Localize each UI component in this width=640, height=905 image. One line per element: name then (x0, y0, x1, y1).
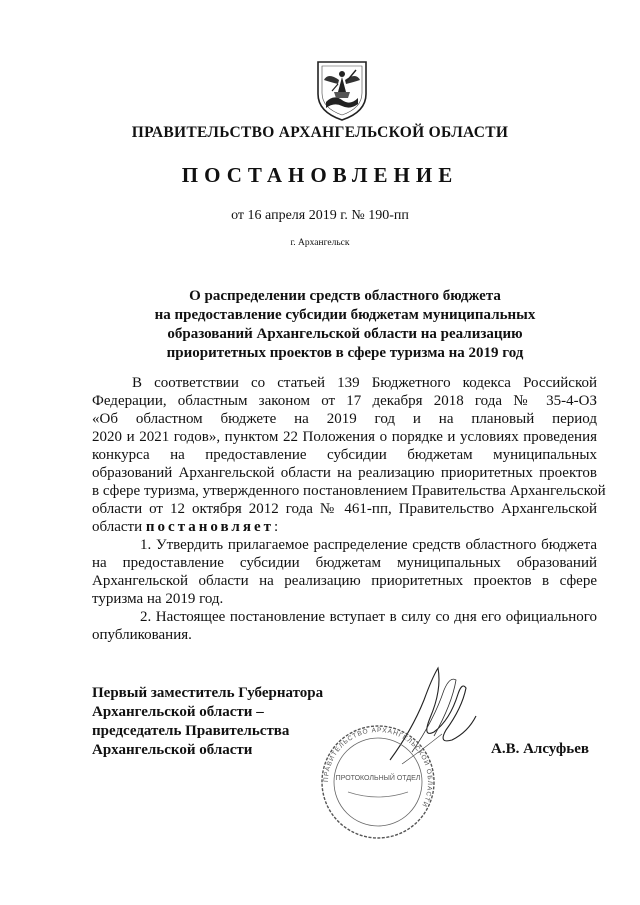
decree-colon: : (274, 519, 279, 535)
position-line: Архангельской области – (92, 704, 264, 720)
preamble-final-line (92, 518, 597, 536)
item-2-line: 2. Настоящее постановление вступает в силу со дня его официального (140, 609, 597, 625)
document-city: г. Архангельск (290, 238, 350, 248)
preamble-last-prefix: области (92, 519, 146, 535)
preamble-line: в сфере туризма, утвержденного постановлением Правительства Архангельской (92, 483, 606, 499)
position-line: Первый заместитель Губернатора (92, 685, 324, 701)
preamble-line: «Об областном бюджете на 2019 год и на плановый период (92, 411, 597, 427)
document-body (92, 374, 606, 644)
stamp-center-text: ПРОТОКОЛЬНЫЙ ОТДЕЛ (335, 775, 421, 782)
item-2-line: опубликования. (92, 627, 192, 643)
signatory-name: А.В. Алсуфьев (491, 741, 589, 757)
signatory-position (92, 684, 323, 760)
subject-line: О распределении средств областного бюджета (189, 288, 501, 304)
document-type-heading: ПОСТАНОВЛЕНИЕ (181, 163, 459, 187)
document-subject (60, 287, 630, 363)
position-line: председатель Правительства (92, 723, 290, 739)
decree-word: постановляет (145, 519, 274, 535)
item-1-line: 1. Утвердить прилагаемое распределение средств областного бюджета (140, 537, 597, 553)
svg-text:ПРАВИТЕЛЬСТВО АРХАНГЕЛЬСКОЙ ОБ (323, 727, 433, 808)
subject-line: образований Архангельской области на реализацию (167, 326, 523, 342)
preamble-line: области от 12 октября 2012 года № 461-пп, Правительство Архангельской (92, 501, 597, 517)
preamble-line: 2020 и 2021 годов», пунктом 22 Положения о порядке и условиях проведения (92, 429, 597, 445)
preamble-line: Федерации, областным законом от 17 декабря 2018 года № 35-4-ОЗ (92, 393, 597, 409)
subject-line: на предоставление субсидии бюджетам муниципальных (154, 307, 536, 323)
position-line: Архангельской области (92, 742, 253, 758)
subject-line: приоритетных проектов в сфере туризма на 2019 год (166, 345, 524, 361)
stamp-ring-text: ПРАВИТЕЛЬСТВО АРХАНГЕЛЬСКОЙ ОБЛАСТИ (322, 726, 434, 809)
item-1-line: туризма на 2019 год. (92, 591, 224, 607)
preamble-line: образований Архангельской области на реализацию приоритетных проектов (92, 465, 597, 481)
official-stamp (318, 722, 438, 842)
document-date-number: от 16 апреля 2019 г. № 190-пп (231, 208, 409, 223)
item-1-line: на предоставление субсидии бюджетам муниципальных образований (92, 555, 597, 571)
coat-of-arms-icon (312, 58, 372, 122)
preamble-line: В соответствии со статьей 139 Бюджетного кодекса Российской (132, 375, 597, 391)
item-1-line: Архангельской области на реализацию приоритетных проектов в сфере (92, 573, 597, 589)
government-title: ПРАВИТЕЛЬСТВО АРХАНГЕЛЬСКОЙ ОБЛАСТИ (131, 124, 509, 141)
preamble-line: конкурса на предоставление субсидии бюджетам муниципальных (92, 447, 597, 463)
